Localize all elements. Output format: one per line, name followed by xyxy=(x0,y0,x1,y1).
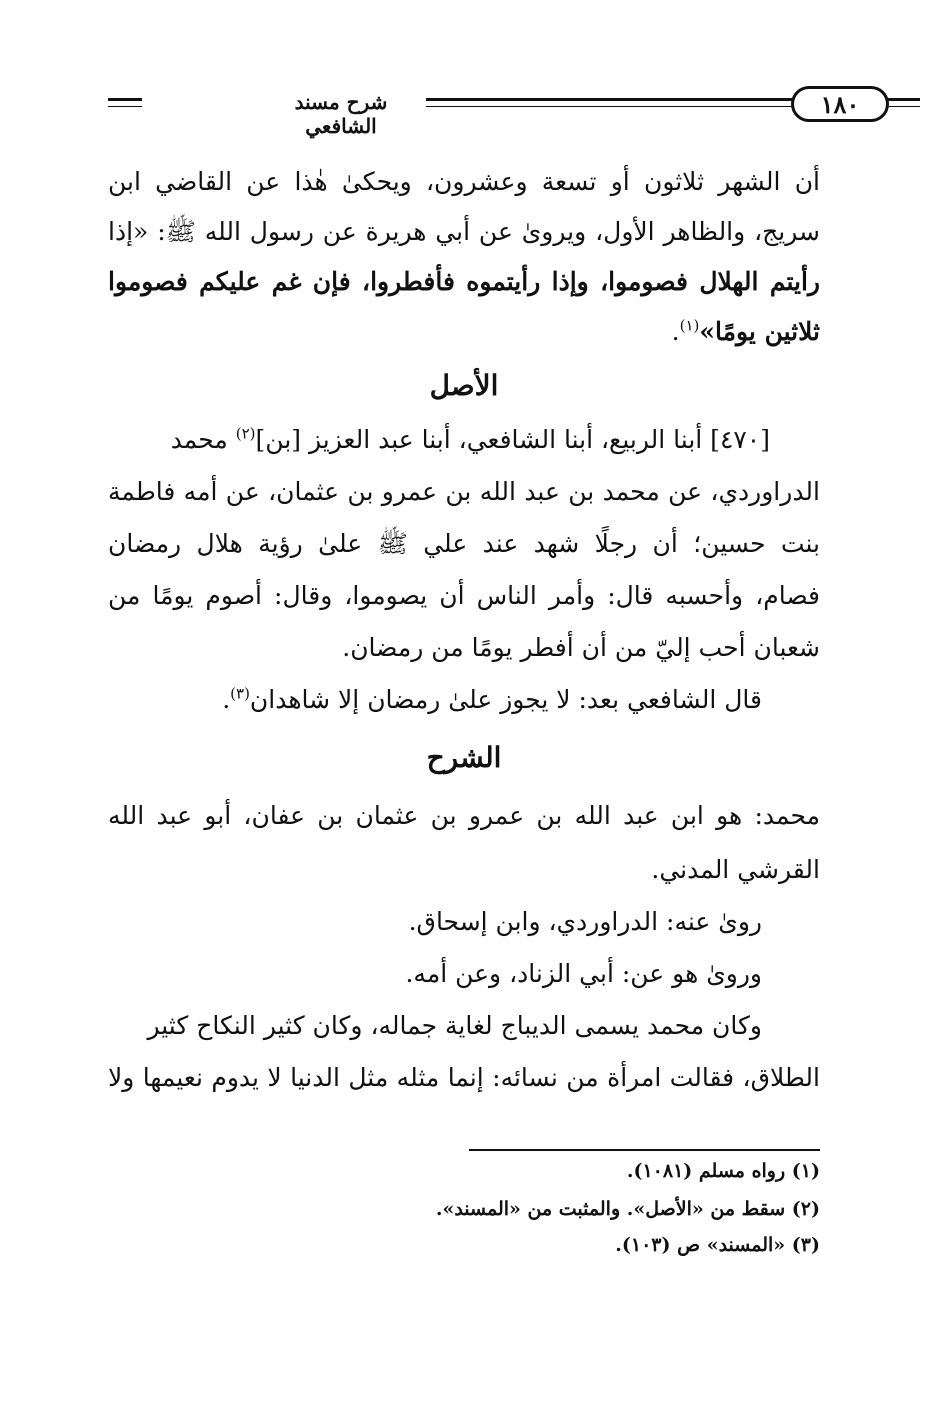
footnote-2: (٢) سقط من «الأصل». والمثبت من «المسند». xyxy=(435,1198,820,1220)
intro-line-3: رأيتم الهلال فصوموا، وإذا رأيتموه فأفطروا، فإن غم عليكم فصوموا xyxy=(108,267,820,296)
footnote-ref-2: (٢) xyxy=(235,424,256,443)
sharh-line-4 xyxy=(108,954,820,994)
intro-line-1: أن الشهر ثلاثون أو تسعة وعشرون، ويحكىٰ هٰذا عن القاضي ابن xyxy=(108,167,820,196)
asl-line-5: شعبان أحب إليّ من أن أفطر يومًا من رمضان. xyxy=(342,633,820,662)
footnote-ref-3: (٣) xyxy=(230,684,250,703)
intro-line-4-end: . xyxy=(671,317,680,346)
header-rule-mid-lower xyxy=(426,106,794,107)
asl-line-4: فصام، وأحسبه قال: وأمر الناس أن يصوموا، وقال: أصوم يومًا من xyxy=(108,581,820,610)
asl-line-6-end: . xyxy=(222,685,231,714)
sharh-line-1: محمد: هو ابن عبد الله بن عمرو بن عثمان بن عفان، أبو عبد الله xyxy=(108,801,820,830)
section-heading-asl: الأصل xyxy=(429,369,499,402)
intro-line-4 xyxy=(108,312,820,352)
footnote-ref-1: (١) xyxy=(679,316,700,335)
asl-line-1-text: [٤٧٠] أبنا الربيع، أبنا الشافعي، أبنا عبد العزيز [بن] xyxy=(255,425,770,454)
sharh-line-3-text: روىٰ عنه: الدراوردي، وابن إسحاق. xyxy=(408,907,762,936)
sharh-line-3 xyxy=(108,902,820,942)
page-number: ١٨٠ xyxy=(791,86,889,122)
intro-line-2-text: سريج، والظاهر الأول، ويروىٰ عن أبي هريرة عن رسول الله ﷺ: «إذا xyxy=(108,217,820,246)
intro-line-4-text: ثلاثين يومًا» xyxy=(699,317,820,346)
footnote-3: (٣) «المسند» ص (١٠٣). xyxy=(615,1234,820,1256)
section-heading-sharh: الشرح xyxy=(426,741,502,774)
page-header xyxy=(108,82,860,138)
header-rule-right-lower xyxy=(888,106,920,107)
sharh-line-5 xyxy=(108,1006,820,1046)
asl-line-6 xyxy=(108,680,820,720)
header-rule-left-lower xyxy=(108,106,142,107)
footnote-1: (١) رواه مسلم (١٠٨١). xyxy=(626,1160,820,1182)
sharh-line-6: الطلاق، فقالت امرأة من نسائه: إنما مثله مثل الدنيا لا يدوم نعيمها ولا xyxy=(108,1063,820,1092)
header-rule-left xyxy=(108,98,142,101)
running-title: شرح مسند الشافعي xyxy=(260,90,422,138)
asl-line-1-end: محمد xyxy=(170,425,236,454)
header-rule-right xyxy=(888,98,920,101)
footnote-separator xyxy=(469,1149,820,1151)
asl-line-1 xyxy=(108,420,820,460)
header-rule-mid xyxy=(426,98,794,101)
asl-line-2: الدراوردي، عن محمد بن عبد الله بن عمرو بن عثمان، عن أمه فاطمة xyxy=(108,477,820,506)
sharh-line-5-text: وكان محمد يسمى الديباج لغاية جماله، وكان كثير النكاح كثير xyxy=(147,1011,762,1040)
sharh-line-2: القرشي المدني. xyxy=(651,855,820,884)
sharh-line-4-text: وروىٰ هو عن: أبي الزناد، وعن أمه. xyxy=(405,959,762,988)
asl-line-3: بنت حسين؛ أن رجلًا شهد عند علي ﷺ علىٰ رؤية هلال رمضان xyxy=(108,529,820,558)
intro-line-2 xyxy=(108,212,820,252)
asl-line-6-text: قال الشافعي بعد: لا يجوز علىٰ رمضان إلا شاهدان xyxy=(249,685,762,714)
